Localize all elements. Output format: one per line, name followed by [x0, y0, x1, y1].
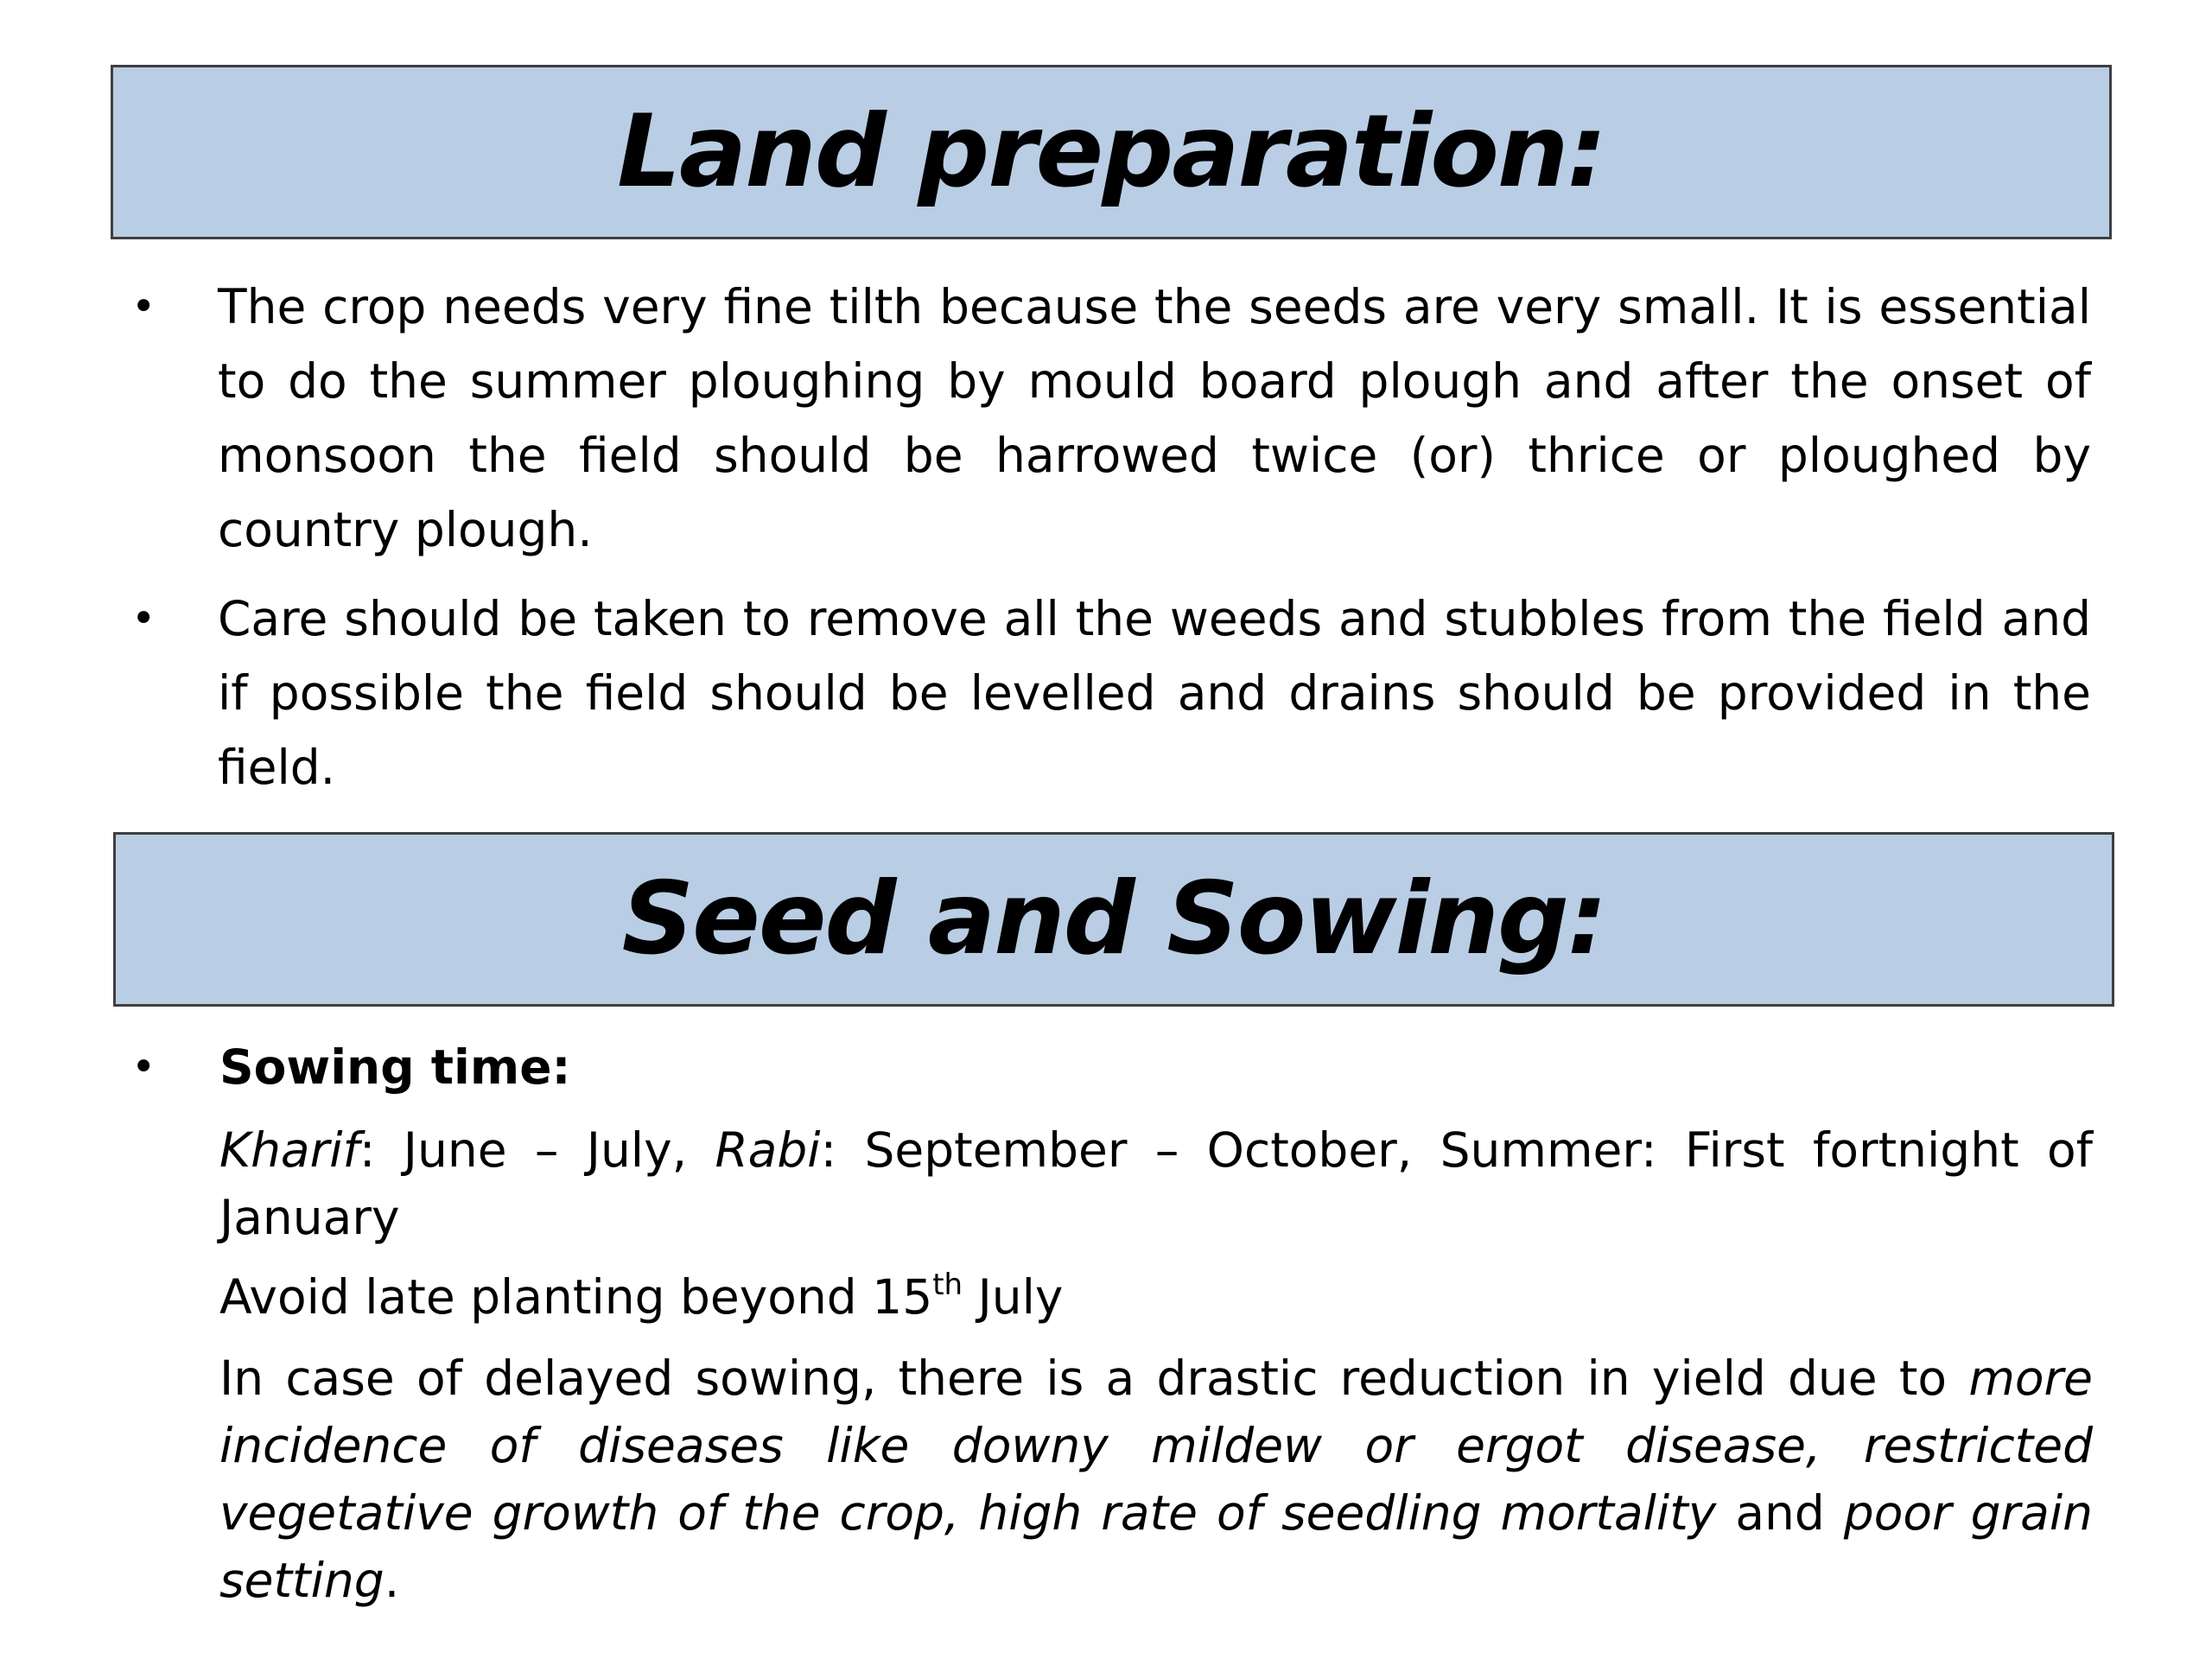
sowing-seasons-text	[219, 1116, 2093, 1251]
delayed-sowing-suffix: .	[384, 1553, 400, 1608]
late-planting-suffix: July	[963, 1269, 1064, 1325]
delayed-sowing-prefix: In case of delayed sowing, there is a drastic reduction in yield due to	[219, 1351, 1969, 1406]
delayed-sowing-grain: poor grain setting	[219, 1485, 2093, 1608]
land-preparation-title: Land preparation:	[617, 93, 1605, 210]
delayed-sowing-and: and	[1716, 1485, 1844, 1541]
kharif-value: : June – July,	[359, 1122, 715, 1178]
late-planting-prefix: Avoid late planting beyond 15	[219, 1269, 933, 1325]
sowing-time-heading: Sowing time:	[219, 1039, 571, 1095]
land-preparation-bullet-2: Care should be taken to remove all the weeds and stubbles from the field and if possible the field should be levelled and drains should be provided in the field.	[218, 591, 2091, 795]
bullet-icon: •	[131, 283, 156, 331]
bullet-icon: •	[131, 1043, 156, 1091]
seed-and-sowing-title: Seed and Sowing:	[621, 861, 1606, 977]
late-planting-superscript: th	[932, 1268, 963, 1302]
kharif-label: Kharif	[219, 1122, 359, 1178]
land-preparation-banner	[111, 65, 2112, 239]
seed-and-sowing-banner	[113, 832, 2114, 1007]
rabi-label: Rabi	[715, 1122, 821, 1178]
bullet-icon: •	[131, 594, 156, 643]
late-planting-text	[219, 1263, 2093, 1331]
land-preparation-bullet-1: The crop needs very fine tilth because the seeds are very small. It is essential to do the summer ploughing by mould board plough and after the onset of monsoon the field should be harrowed twice (or) thrice or ploughed by country plough.	[218, 279, 2091, 557]
delayed-sowing-effects: more incidence of diseases like downy mildew or ergot disease, restricted vegetative growth of the crop, high rate of seedling mortality	[219, 1351, 2093, 1541]
rabi-value: : September – October, Summer: First fortnight of January	[219, 1122, 2093, 1245]
delayed-sowing-text	[219, 1344, 2093, 1614]
